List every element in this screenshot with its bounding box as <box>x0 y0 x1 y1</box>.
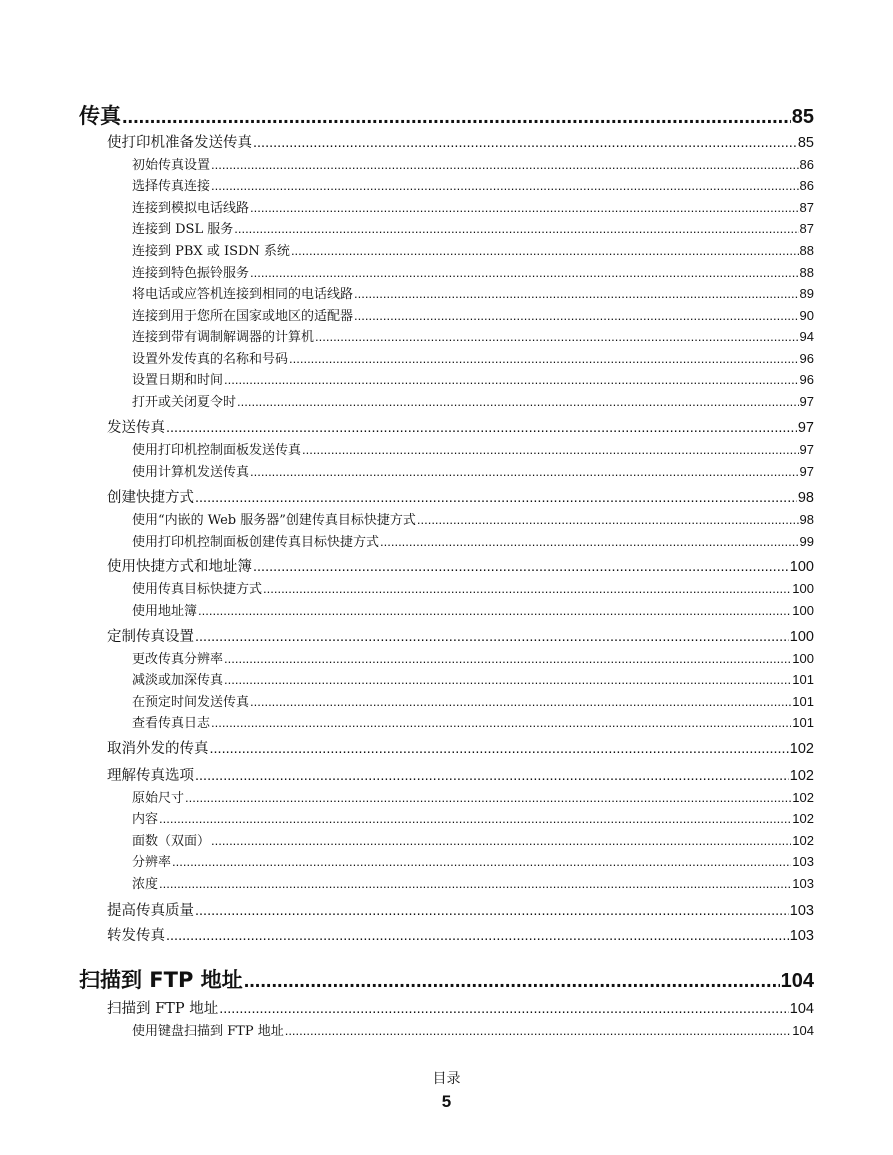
dot-leader <box>211 157 799 172</box>
toc-entry-title: 使用快捷方式和地址簿 <box>107 559 252 575</box>
toc-entry-title: 查看传真日志 <box>132 716 211 731</box>
toc-entry-title: 更改传真分辨率 <box>132 652 224 667</box>
toc-entry-level-3[interactable] <box>132 439 814 457</box>
toc-entry-page: 102 <box>792 833 814 848</box>
dot-leader <box>250 464 799 479</box>
toc-entry-level-2[interactable] <box>107 131 814 151</box>
toc-entry-title: 使打印机准备发送传真 <box>107 135 252 151</box>
toc-entry-page: 100 <box>789 629 814 645</box>
toc-entry-page: 89 <box>799 286 814 301</box>
toc-entry-title: 取消外发的传真 <box>107 741 209 757</box>
dot-leader <box>172 854 791 869</box>
toc-entry-title: 使用打印机控制面板发送传真 <box>132 443 302 458</box>
toc-entry-level-3[interactable] <box>132 600 814 618</box>
toc-entry-page: 86 <box>799 178 814 193</box>
toc-entry-title: 分辨率 <box>132 855 172 870</box>
toc-entry-page: 101 <box>792 715 814 730</box>
toc-entry-level-3[interactable] <box>132 262 814 280</box>
toc-entry-title: 连接到模拟电话线路 <box>132 201 250 216</box>
toc-entry-page: 90 <box>799 308 814 323</box>
toc-entry-level-3[interactable] <box>132 348 814 366</box>
toc-entry-page: 104 <box>780 970 814 992</box>
toc-entry-title: 在预定时间发送传真 <box>132 695 250 710</box>
toc-entry-page: 100 <box>792 603 814 618</box>
toc-entry-page: 104 <box>789 1001 814 1017</box>
toc-entry-title: 提高传真质量 <box>107 903 194 919</box>
toc-entry-level-3[interactable] <box>132 531 814 549</box>
toc-entry-title: 使用地址簿 <box>132 604 198 619</box>
toc-entry-level-3[interactable] <box>132 851 814 869</box>
toc-entry-page: 101 <box>792 672 814 687</box>
toc-entry-title: 连接到带有调制解调器的计算机 <box>132 330 315 345</box>
toc-entry-level-2[interactable] <box>107 899 814 919</box>
dot-leader <box>237 394 799 409</box>
toc-entry-level-3[interactable] <box>132 369 814 387</box>
toc-entry-level-2[interactable] <box>107 924 814 944</box>
toc-entry-title: 初始传真设置 <box>132 158 211 173</box>
dot-leader <box>211 715 791 730</box>
dot-leader <box>315 329 799 344</box>
toc-entry-page: 88 <box>799 243 814 258</box>
toc-entry-title: 减淡或加深传真 <box>132 673 224 688</box>
dot-leader <box>244 970 780 993</box>
dot-leader <box>417 512 799 527</box>
toc-entry-level-1[interactable] <box>79 964 814 990</box>
dot-leader <box>234 221 798 236</box>
toc-entry-page: 97 <box>799 442 814 457</box>
toc-entry-title: 转发传真 <box>107 928 165 944</box>
toc-entry-level-3[interactable] <box>132 669 814 687</box>
toc-entry-page: 88 <box>799 265 814 280</box>
dot-leader <box>166 928 789 944</box>
dot-leader <box>219 1001 789 1017</box>
dot-leader <box>185 790 791 805</box>
dot-leader <box>195 490 797 506</box>
toc-entry-level-3[interactable] <box>132 1020 814 1038</box>
toc-entry-level-3[interactable] <box>132 830 814 848</box>
toc-entry-level-3[interactable] <box>132 218 814 236</box>
toc-entry-level-3[interactable] <box>132 712 814 730</box>
toc-entry-page: 97 <box>797 420 814 436</box>
toc-entry-page: 98 <box>799 512 814 527</box>
toc-entry-page: 100 <box>792 651 814 666</box>
toc-entry-page: 86 <box>799 157 814 172</box>
toc-entry-title: 浓度 <box>132 877 159 892</box>
toc-entry-page: 85 <box>791 106 814 128</box>
footer-label: 目录 <box>432 1071 461 1087</box>
toc-entry-title: 连接到 DSL 服务 <box>132 222 234 237</box>
toc-entry-level-3[interactable] <box>132 808 814 826</box>
toc-entry-title: 面数（双面） <box>132 834 211 849</box>
toc-entry-title: 设置外发传真的名称和号码 <box>132 352 289 367</box>
toc-entry-page: 100 <box>792 581 814 596</box>
toc-entry-page: 102 <box>792 811 814 826</box>
dot-leader <box>253 559 789 575</box>
dot-leader <box>224 651 791 666</box>
toc-entry-page: 103 <box>789 928 814 944</box>
toc-entry-title: 内容 <box>132 812 159 827</box>
toc-entry-level-2[interactable] <box>107 416 814 436</box>
dot-leader <box>250 265 799 280</box>
toc-entry-title: 原始尺寸 <box>132 791 185 806</box>
dot-leader <box>224 372 799 387</box>
toc-entry-page: 96 <box>799 351 814 366</box>
dot-leader <box>198 603 791 618</box>
dot-leader <box>253 135 797 151</box>
toc-entry-title: 创建快捷方式 <box>107 490 194 506</box>
toc-entry-page: 100 <box>789 559 814 575</box>
toc-entry-level-3[interactable] <box>132 240 814 258</box>
toc-entry-level-2[interactable] <box>107 555 814 575</box>
dot-leader <box>122 106 791 129</box>
toc-entry-title: 使用打印机控制面板创建传真目标快捷方式 <box>132 535 380 550</box>
dot-leader <box>159 811 791 826</box>
dot-leader <box>211 833 791 848</box>
dot-leader <box>289 351 799 366</box>
dot-leader <box>285 1023 792 1038</box>
toc-entry-level-3[interactable] <box>132 283 814 301</box>
dot-leader <box>195 629 789 645</box>
toc-entry-level-3[interactable] <box>132 305 814 323</box>
toc-entry-title: 选择传真连接 <box>132 179 211 194</box>
toc-entry-level-3[interactable] <box>132 197 814 215</box>
toc-entry-page: 97 <box>799 464 814 479</box>
toc-entry-title: 定制传真设置 <box>107 629 194 645</box>
toc-entry-level-2[interactable] <box>107 764 814 784</box>
dot-leader <box>210 741 789 757</box>
toc-entry-level-3[interactable] <box>132 648 814 666</box>
toc-entry-page: 103 <box>789 903 814 919</box>
toc-entry-level-3[interactable] <box>132 326 814 344</box>
toc-entry-title: 设置日期和时间 <box>132 373 224 388</box>
toc-entry-level-3[interactable] <box>132 391 814 409</box>
toc-entry-page: 87 <box>799 221 814 236</box>
toc-entry-title: 连接到用于您所在国家或地区的适配器 <box>132 309 354 324</box>
toc-entry-level-3[interactable] <box>132 175 814 193</box>
toc-entry-title: 理解传真选项 <box>107 768 194 784</box>
toc-entry-page: 87 <box>799 200 814 215</box>
dot-leader <box>291 243 799 258</box>
toc-entry-page: 102 <box>789 768 814 784</box>
dot-leader <box>195 903 789 919</box>
toc-entry-title: 打开或关闭夏令时 <box>132 395 237 410</box>
dot-leader <box>250 200 799 215</box>
toc-entry-page: 85 <box>797 135 814 151</box>
toc-entry-level-3[interactable] <box>132 509 814 527</box>
dot-leader <box>302 442 799 457</box>
toc-entry-title: 扫描到 FTP 地址 <box>107 1001 219 1017</box>
toc-entry-page: 101 <box>792 694 814 709</box>
toc-entry-level-3[interactable] <box>132 787 814 805</box>
toc-entry-page: 98 <box>797 490 814 506</box>
dot-leader <box>354 286 799 301</box>
dot-leader <box>211 178 799 193</box>
dot-leader <box>224 672 791 687</box>
toc-entry-level-2[interactable] <box>107 486 814 506</box>
toc-entry-page: 103 <box>792 876 814 891</box>
toc-entry-title: 连接到特色振铃服务 <box>132 266 250 281</box>
toc-entry-title: 使用键盘扫描到 FTP 地址 <box>132 1024 284 1039</box>
dot-leader <box>195 768 789 784</box>
toc-entry-level-2[interactable] <box>107 625 814 645</box>
toc-entry-level-3[interactable] <box>132 461 814 479</box>
toc-entry-title: 使用“内嵌的 Web 服务器”创建传真目标快捷方式 <box>132 513 416 528</box>
toc-entry-page: 99 <box>799 534 814 549</box>
toc-entry-page: 96 <box>799 372 814 387</box>
toc-entry-level-3[interactable] <box>132 873 814 891</box>
toc-entry-level-3[interactable] <box>132 154 814 172</box>
toc-entry-page: 103 <box>792 854 814 869</box>
toc-entry-page: 97 <box>799 394 814 409</box>
toc-entry-page: 104 <box>792 1023 814 1038</box>
dot-leader <box>354 308 799 323</box>
toc-entry-page: 102 <box>792 790 814 805</box>
toc-entry-title: 将电话或应答机连接到相同的电话线路 <box>132 287 354 302</box>
toc-entry-level-3[interactable] <box>132 578 814 596</box>
toc-entry-level-3[interactable] <box>132 691 814 709</box>
toc-entry-title: 使用计算机发送传真 <box>132 465 250 480</box>
toc-entry-level-1[interactable] <box>79 100 814 126</box>
toc-entry-title: 连接到 PBX 或 ISDN 系统 <box>132 244 290 259</box>
toc-entry-page: 94 <box>799 329 814 344</box>
toc-entry-title: 使用传真目标快捷方式 <box>132 582 263 597</box>
dot-leader <box>166 420 797 436</box>
footer-page-number: 5 <box>441 1092 452 1111</box>
dot-leader <box>380 534 799 549</box>
toc-entry-title: 传真 <box>79 104 121 128</box>
toc-entry-level-2[interactable] <box>107 997 814 1017</box>
toc-entry-level-2[interactable] <box>107 737 814 757</box>
dot-leader <box>159 876 791 891</box>
toc-entry-title: 扫描到 FTP 地址 <box>79 968 243 992</box>
toc-entry-title: 发送传真 <box>107 420 165 436</box>
dot-leader <box>250 694 791 709</box>
toc-entry-page: 102 <box>789 741 814 757</box>
dot-leader <box>263 581 791 596</box>
